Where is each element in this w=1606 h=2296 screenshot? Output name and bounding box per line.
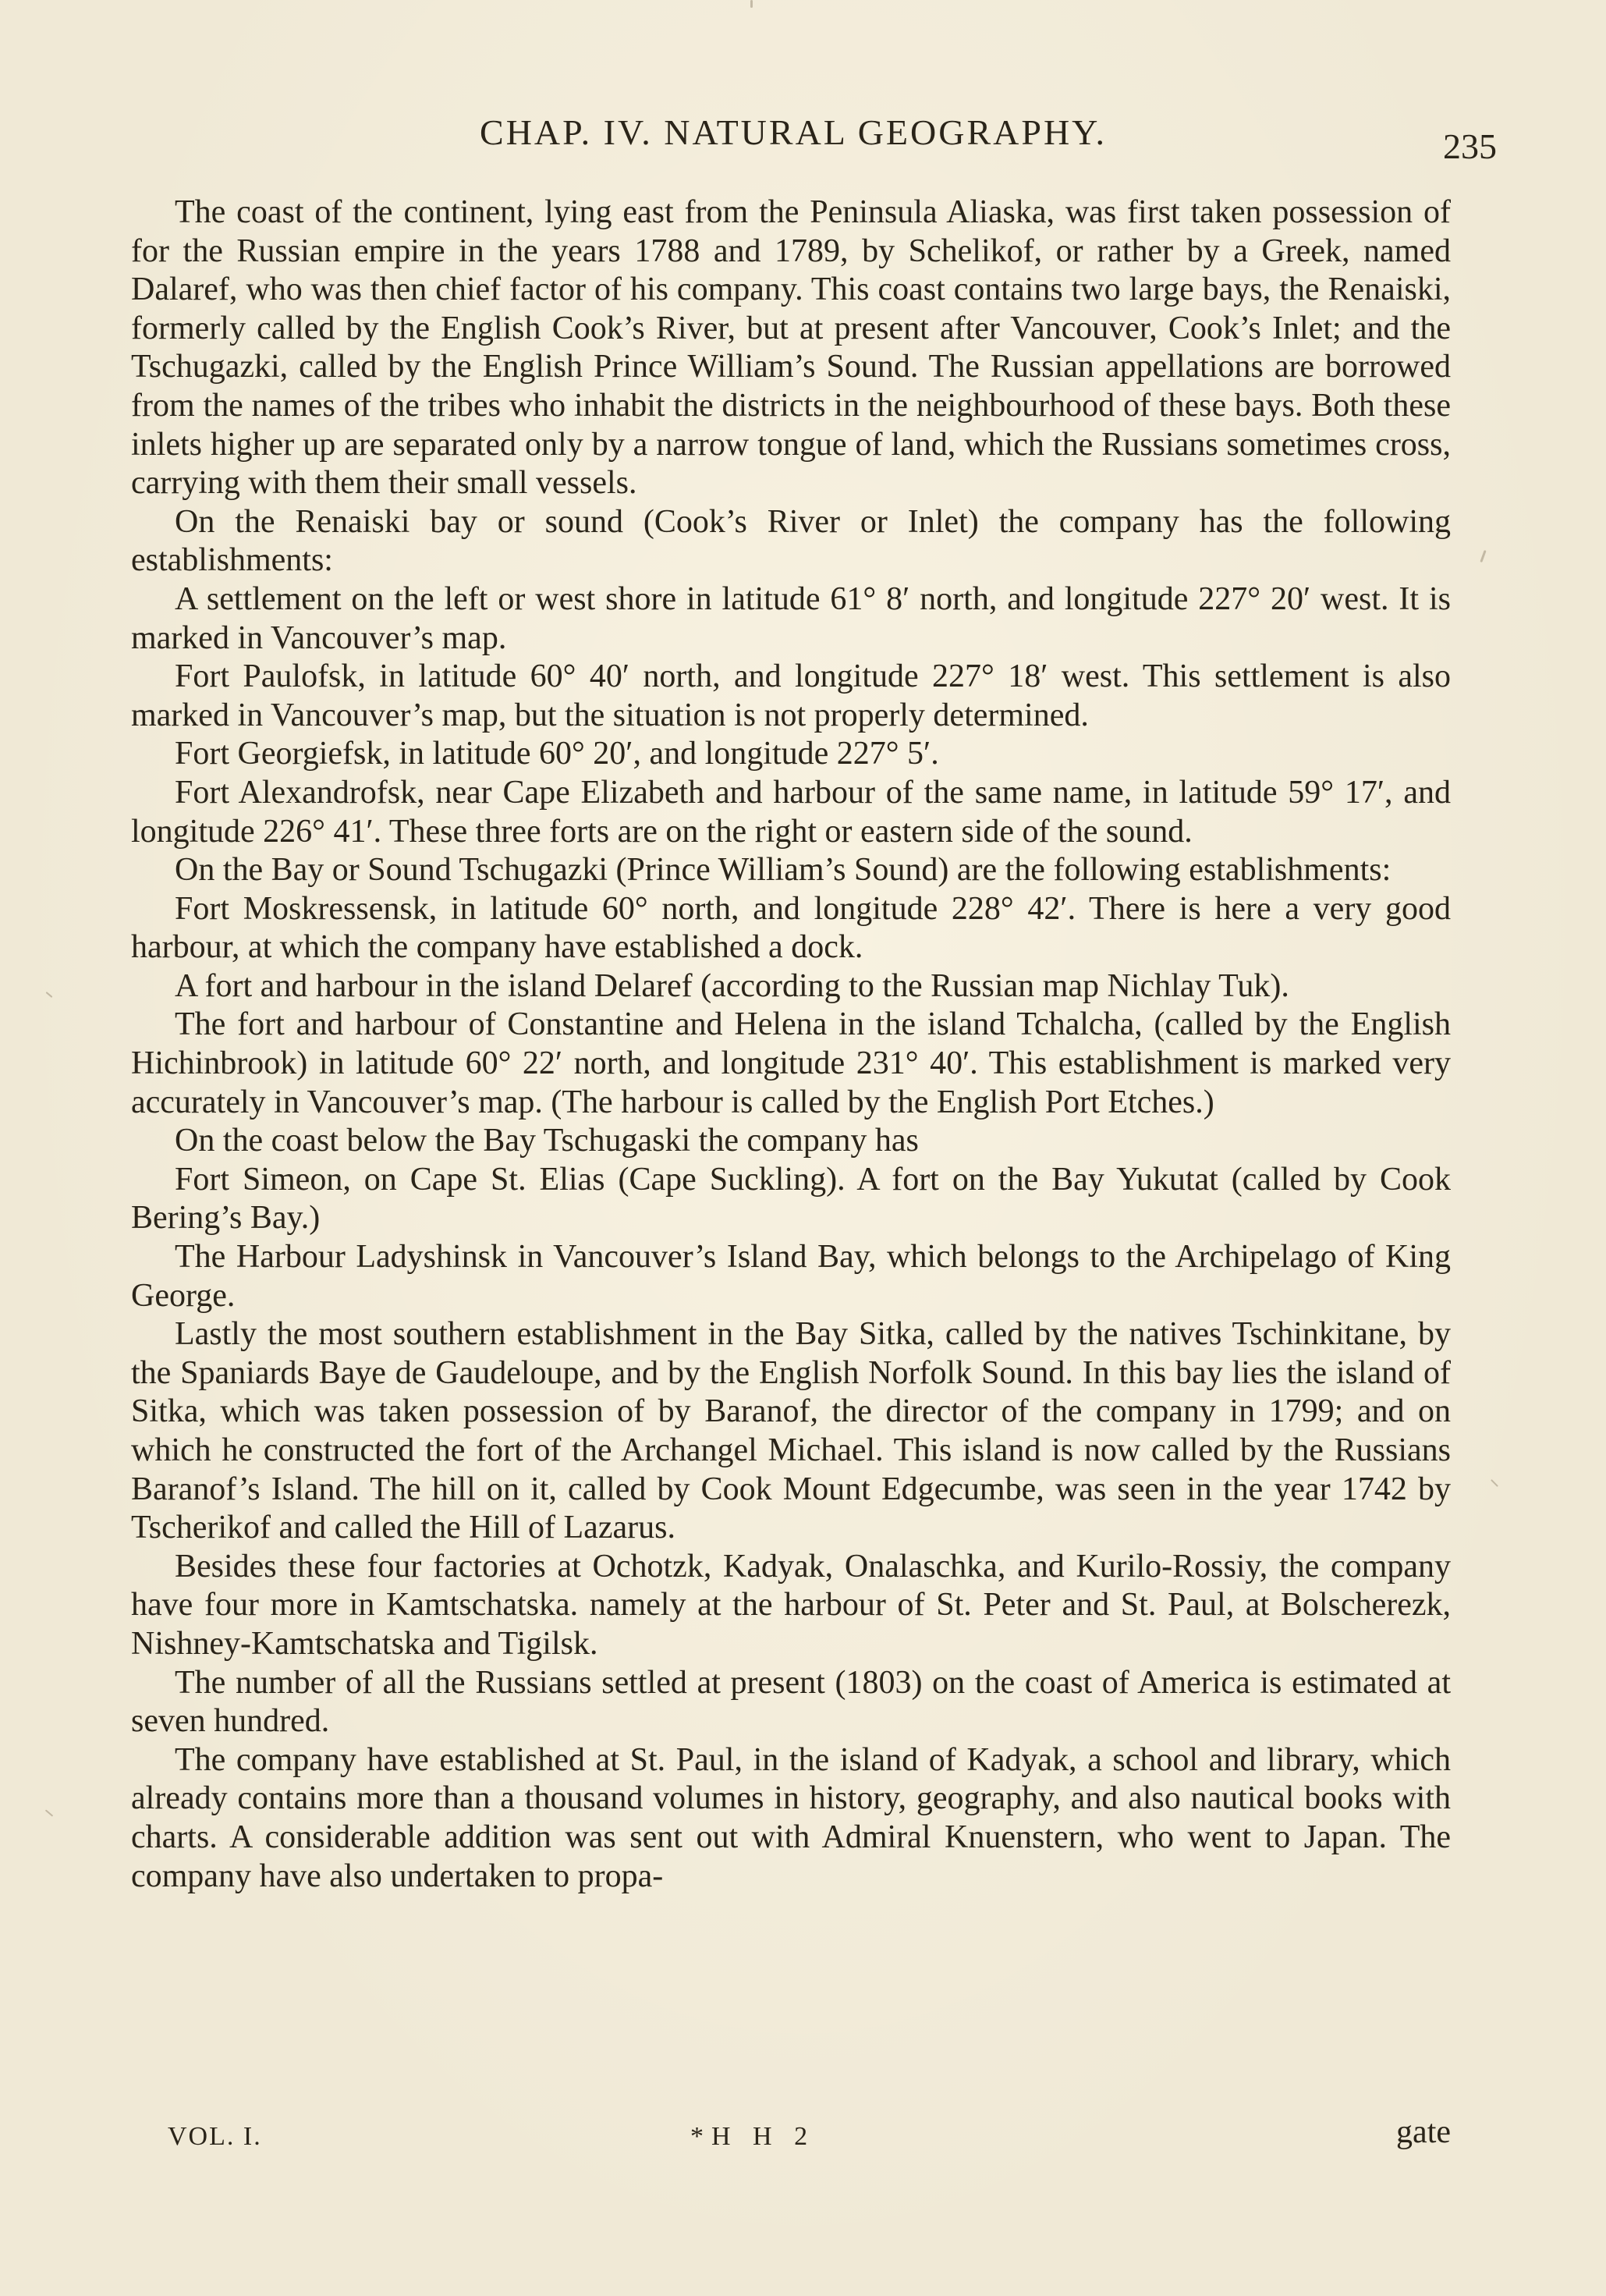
paragraph: The fort and harbour of Constantine and Helena in the island Tchalcha, (called by the English Hichinbrook) in latitude 60° 22′ north, and longitude 231° 40′. This establishment is marked very accurately in Vancouver’s map. (The harbour is called by the English Port Etches.) (131, 1006, 1451, 1120)
paragraph: Fort Alexandrofsk, near Cape Elizabeth and harbour of the same name, in latitude 59° 17′, and longitude 226° 41′. These three forts are on the right or eastern side of the sound. (131, 774, 1451, 850)
gathering-signature: *H H 2 (690, 2122, 816, 2151)
paragraph: Lastly the most southern establishment in the Bay Sitka, called by the natives Tschinkitane, by the Spaniards Baye de Gaudeloupe, and by the English Norfolk Sound. In this bay lies the island of Sitka, which was taken possession of by Baranof, the director of the company in 1799; and on which he constructed the fort of the Archangel Michael. This island is now called by the Russians Baranof’s Island. The hill on it, called by Cook Mount Edgecumbe, was seen in the year 1742 by Tscherikof and called the Hill of Lazarus. (131, 1316, 1451, 1546)
paragraph: Fort Moskressensk, in latitude 60° north, and longitude 228° 42′. There is here a very good harbour, at which the company have established a dock. (131, 890, 1451, 966)
paper-speck (45, 1809, 53, 1816)
page-header (136, 109, 1497, 166)
paragraph: A settlement on the left or west shore in latitude 61° 8′ north, and longitude 227° 20′ west. It is marked in Vancouver’s map. (131, 580, 1451, 656)
body-text (131, 193, 1451, 1896)
running-head: CHAP. IV. NATURAL GEOGRAPHY. (480, 112, 1107, 152)
paragraph: Fort Simeon, on Cape St. Elias (Cape Suckling). A fort on the Bay Yukutat (called by Cook Bering’s Bay.) (131, 1161, 1451, 1237)
paragraph: The company have established at St. Paul, in the island of Kadyak, a school and library, which already contains more than a thousand volumes in history, geography, and also nautical books with charts. A considerable addition was sent out with Admiral Knuenstern, who went to Japan. The company have also undertaken to propa- (131, 1741, 1451, 1894)
paragraph: On the Renaiski bay or sound (Cook’s River or Inlet) the company has the following establishments: (131, 503, 1451, 579)
paper-speck (46, 992, 53, 998)
paper-speck (1480, 550, 1486, 562)
paragraph: The number of all the Russians settled at present (1803) on the coast of America is estimated at seven hundred. (131, 1664, 1451, 1740)
paragraph: Besides these four factories at Ochotzk, Kadyak, Onalaschka, and Kurilo-Rossiy, the company have four more in Kamtschatska. namely at the harbour of St. Peter and St. Paul, at Bolscherezk, Nishney-Kamtschatska and Tigilsk. (131, 1548, 1451, 1662)
paragraph: Fort Paulofsk, in latitude 60° 40′ north, and longitude 227° 18′ west. This settlement is also marked in Vancouver’s map, but the situation is not properly determined. (131, 658, 1451, 733)
volume-signature: VOL. I. (168, 2122, 262, 2151)
paragraph: On the coast below the Bay Tschugaski the company has (175, 1123, 919, 1159)
paragraph: Fort Georgiefsk, in latitude 60° 20′, and longitude 227° 5′. (175, 736, 939, 772)
catchword: gate (1396, 2114, 1451, 2150)
page-number: 235 (1443, 126, 1497, 166)
paragraph: The Harbour Ladyshinsk in Vancouver’s Island Bay, which belongs to the Archipelago of King George. (131, 1239, 1451, 1314)
paragraph: A fort and harbour in the island Delaref (according to the Russian map Nichlay Tuk). (175, 967, 1289, 1004)
page-footer (168, 2113, 1451, 2159)
paper-speck (750, 0, 753, 8)
paragraph: The coast of the continent, lying east from the Peninsula Aliaska, was first taken possession of for the Russian empire in the years 1788 and 1789, by Schelikof, or rather by a Greek, named Dalaref, who was then chief factor of his company. This coast contains two large bays, the Renaiski, formerly called by the English Cook’s River, but at present after Vancouver, Cook’s Inlet; and the Tschugazki, called by the English Prince William’s Sound. The Russian appellations are borrowed from the names of the tribes who inhabit the districts in the neighbourhood of these bays. Both these inlets higher up are separated only by a narrow tongue of land, which the Russians sometimes cross, carrying with them their small vessels. (131, 194, 1451, 502)
paragraph: On the Bay or Sound Tschugazki (Prince William’s Sound) are the following establishments: (175, 852, 1392, 889)
paper-speck (1491, 1479, 1498, 1487)
